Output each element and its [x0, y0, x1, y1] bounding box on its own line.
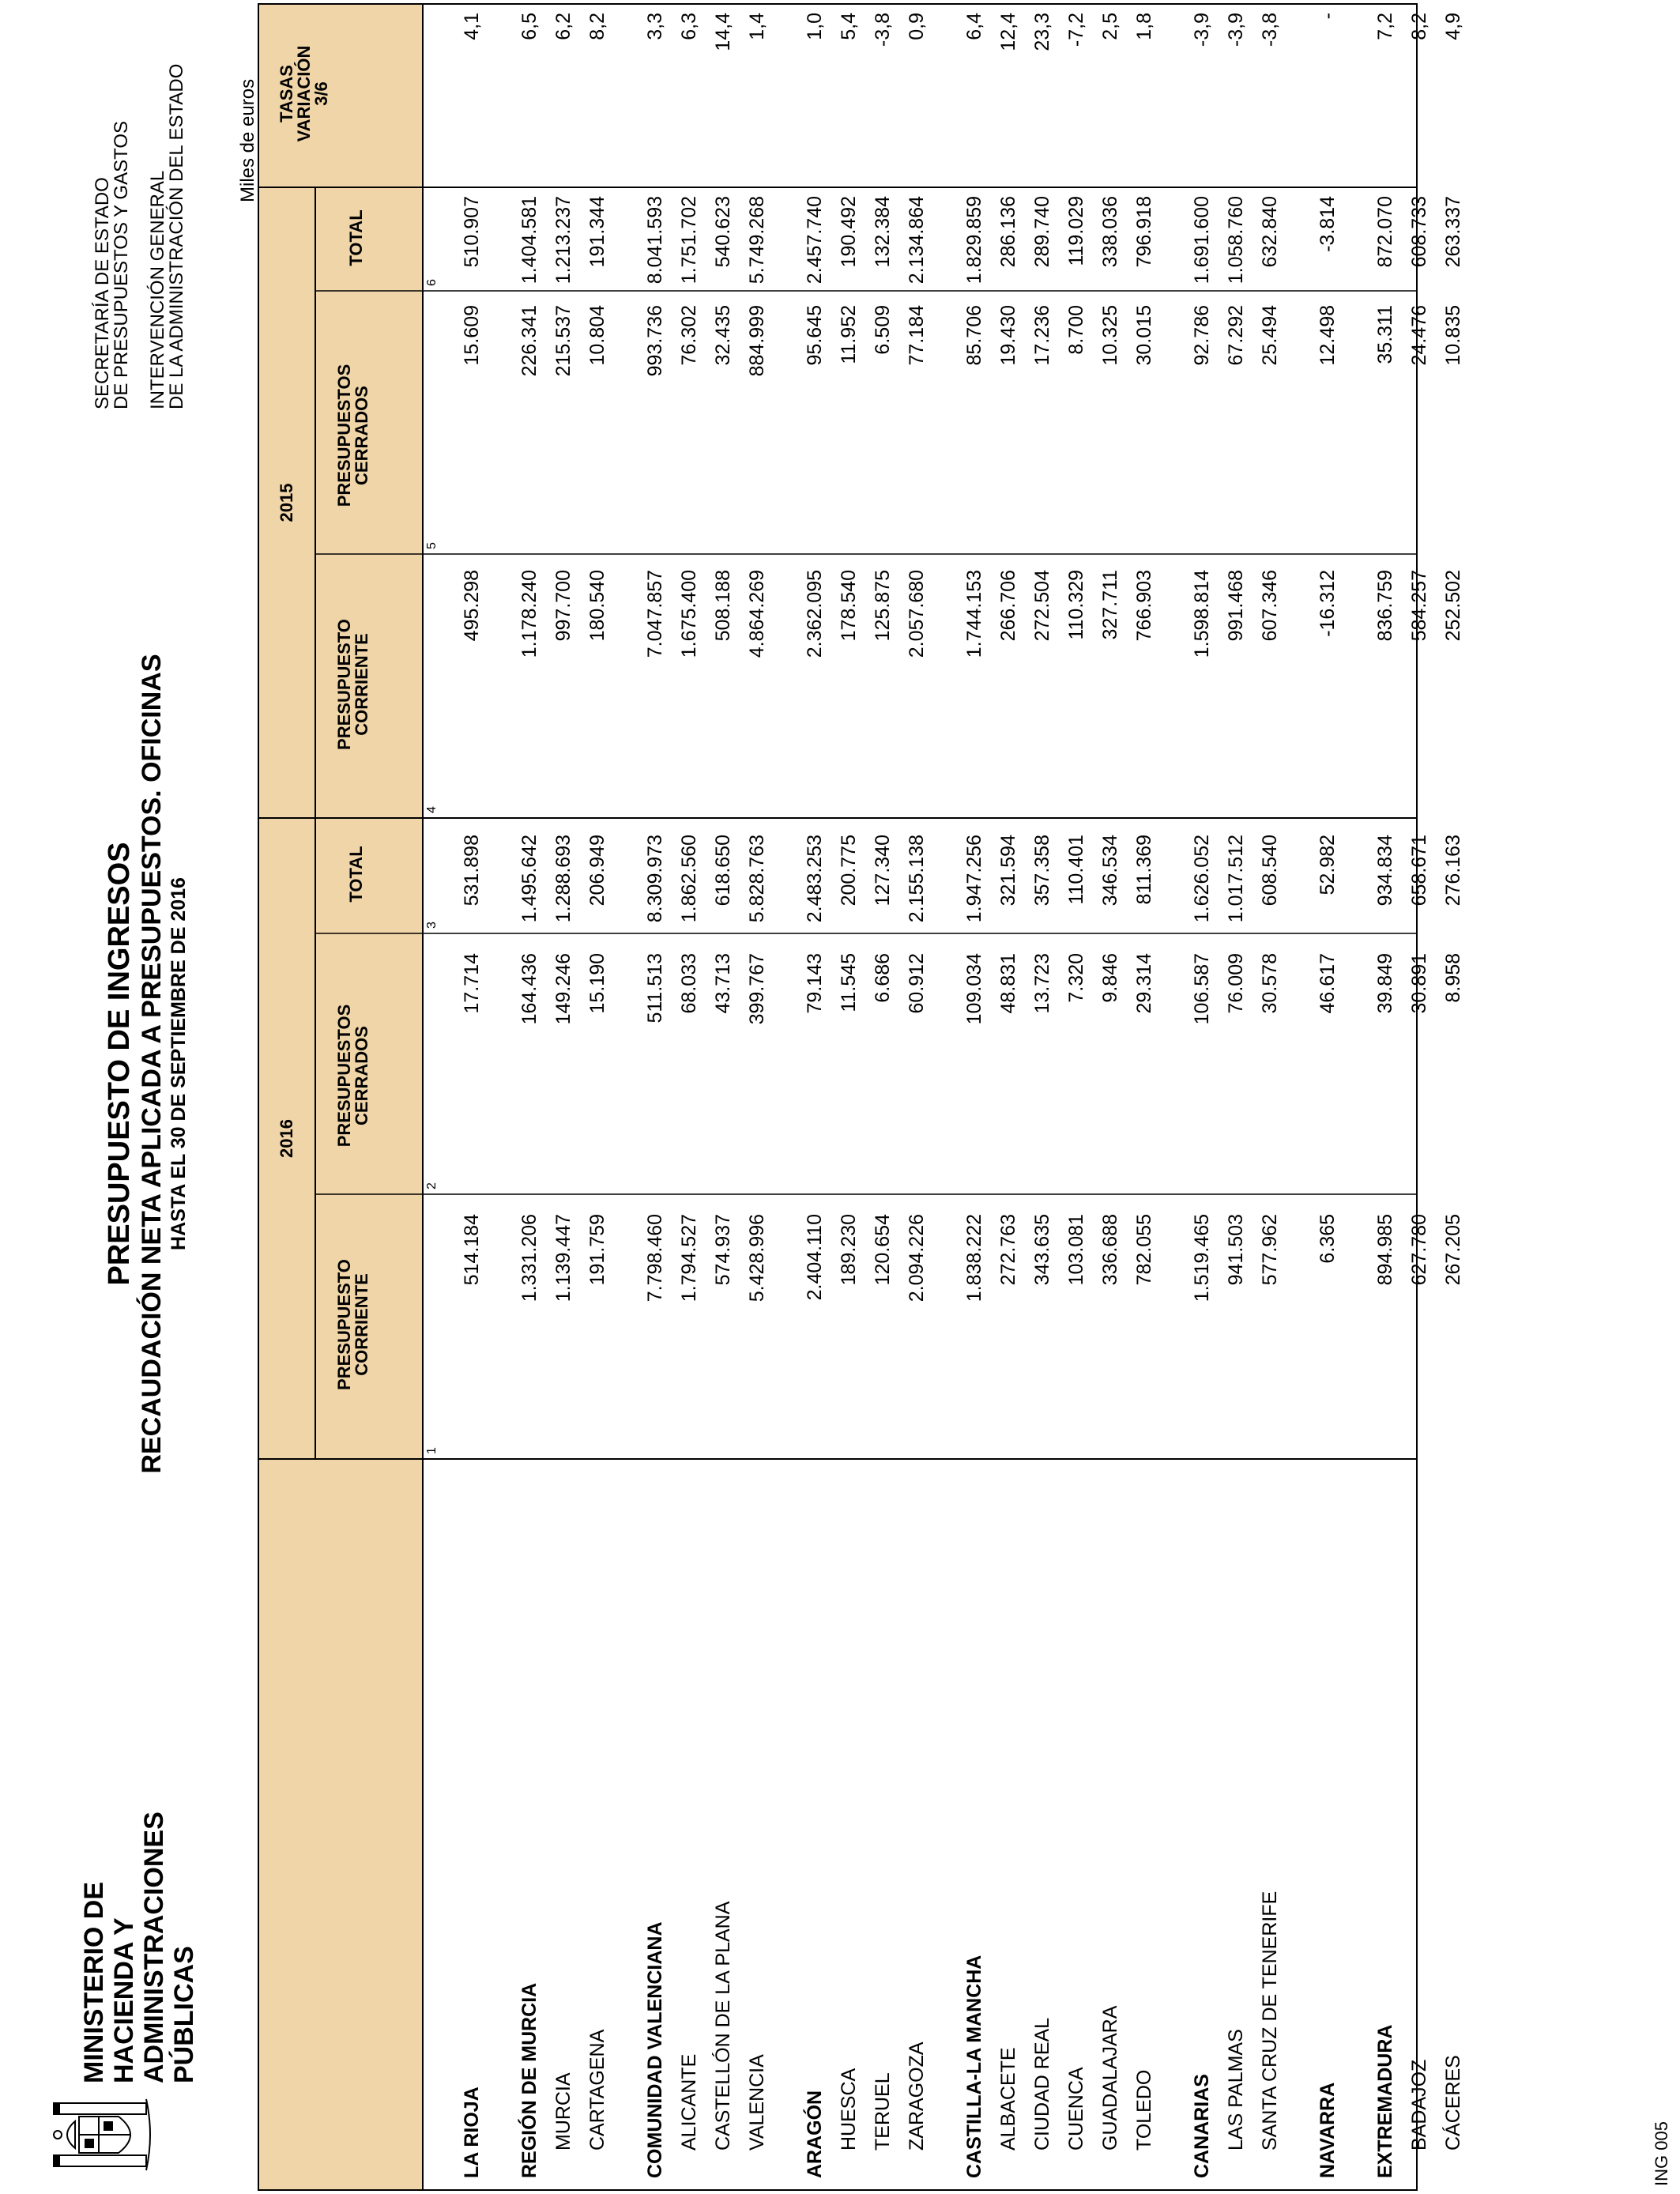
table-row: [518, 0, 552, 2194]
table-row: [1408, 0, 1442, 2194]
table-cell: 32.435: [712, 305, 734, 366]
table-cell: 29.314: [1133, 953, 1155, 1014]
table-cell: 510.907: [461, 196, 483, 268]
table-cell: 6.365: [1317, 1214, 1339, 1264]
table-cell: 531.898: [461, 835, 483, 907]
region-label: COMUNIDAD VALENCIANA: [644, 1921, 666, 2178]
office-label: CASTELLÓN DE LA PLANA: [712, 1901, 734, 2151]
table-cell: 266.706: [997, 570, 1019, 642]
table-cell: 6,2: [552, 13, 574, 40]
table-cell: 343.635: [1031, 1214, 1053, 1286]
table-cell: 1.862.560: [678, 835, 700, 923]
table-cell: 103.081: [1065, 1214, 1087, 1286]
table-cell: 4,1: [461, 13, 483, 40]
table-cell: 6,3: [678, 13, 700, 40]
table-cell: 2.134.864: [906, 196, 928, 285]
region-label: REGIÓN DE MURCIA: [518, 1982, 541, 2178]
table-cell: 2.155.138: [906, 835, 928, 923]
table-cell: 7.798.460: [644, 1214, 666, 1302]
table-cell: 836.759: [1374, 570, 1396, 642]
table-cell: 7.047.857: [644, 570, 666, 658]
table-cell: 2.404.110: [804, 1214, 826, 1301]
table-cell: 3,3: [644, 13, 666, 40]
col-header-cerrados-2015: PRESUPUESTOS CERRADOS: [334, 364, 371, 507]
table-cell: 12.498: [1317, 305, 1339, 366]
table-cell: 991.468: [1225, 570, 1247, 642]
table-cell: 52.982: [1317, 835, 1339, 895]
table-cell: 1.404.581: [518, 196, 541, 285]
col-number: 1: [425, 1447, 439, 1454]
table-cell: 189.230: [838, 1214, 860, 1286]
table-cell: 8.958: [1442, 953, 1464, 1003]
table-cell: 327.711: [1099, 570, 1121, 640]
table-cell: 1.519.465: [1191, 1214, 1213, 1302]
table-cell: 7.320: [1065, 953, 1087, 1003]
table-cell: 1,0: [804, 13, 826, 40]
table-cell: 941.503: [1225, 1214, 1247, 1286]
col-number: 2: [425, 1182, 439, 1189]
table-cell: 0,9: [906, 13, 928, 40]
col-number: 3: [425, 922, 439, 929]
table-cell: 263.337: [1442, 196, 1464, 268]
col-header-corriente-2015: PRESUPUESTO CORRIENTE: [334, 619, 371, 750]
table-cell: 92.786: [1191, 305, 1213, 366]
table-row: [997, 0, 1031, 2194]
office-label: CUENCA: [1065, 2067, 1087, 2151]
table-cell: 8,2: [586, 13, 608, 40]
table-cell: -3,8: [872, 13, 894, 47]
region-label: NAVARRA: [1317, 2082, 1339, 2178]
table-cell: 1.178.240: [518, 570, 541, 658]
table-cell: 149.246: [552, 953, 574, 1025]
table-cell: -3.814: [1317, 196, 1339, 252]
table-cell: 5,4: [838, 13, 860, 40]
table-cell: 35.311: [1374, 305, 1396, 364]
table-cell: 1.495.642: [518, 835, 541, 923]
table-cell: 48.831: [997, 953, 1019, 1014]
table-cell: 607.346: [1259, 570, 1281, 642]
table-row: [644, 0, 678, 2194]
office-label: GUADALAJARA: [1099, 2005, 1121, 2151]
table-cell: 30.015: [1133, 305, 1155, 366]
table-cell: 508.188: [712, 570, 734, 642]
year-2016-header: 2016: [277, 1119, 296, 1158]
table-cell: 346.534: [1099, 835, 1121, 907]
office-label: VALENCIA: [746, 2054, 768, 2151]
table-cell: 110.401: [1065, 835, 1087, 905]
table-cell: 5.428.996: [746, 1214, 768, 1302]
table-cell: 8,2: [1408, 13, 1430, 40]
office-label: CÁCERES: [1442, 2055, 1464, 2151]
col-header-total-2016: TOTAL: [346, 846, 366, 903]
table-row: [712, 0, 746, 2194]
table-row: [746, 0, 780, 2194]
table-cell: 190.492: [838, 196, 860, 268]
table-cell: 766.903: [1133, 570, 1155, 642]
table-cell: 1,8: [1133, 13, 1155, 40]
table-cell: 632.840: [1259, 196, 1281, 268]
table-row: [906, 0, 940, 2194]
table-cell: 618.650: [712, 835, 734, 907]
table-cell: 23,3: [1031, 13, 1053, 51]
intervencion-line: DE LA ADMINISTRACIÓN DEL ESTADO: [166, 63, 187, 409]
office-label: BADAJOZ: [1408, 2059, 1430, 2151]
table-cell: 1.947.256: [963, 835, 985, 923]
table-cell: 206.949: [586, 835, 608, 907]
table-cell: 67.292: [1225, 305, 1247, 366]
region-label: LA RIOJA: [461, 2087, 483, 2178]
table-cell: 226.341: [518, 305, 541, 377]
table-cell: 993.736: [644, 305, 666, 377]
table-cell: 252.502: [1442, 570, 1464, 642]
report-subtitle: RECAUDACIÓN NETA APLICADA A PRESUPUESTOS. OFICINAS: [137, 654, 167, 1474]
table-cell: 76.009: [1225, 953, 1247, 1014]
table-cell: 215.537: [552, 305, 574, 377]
table-cell: 658.671: [1408, 835, 1430, 907]
table-cell: 43.713: [712, 953, 734, 1014]
table-cell: 6,5: [518, 13, 541, 40]
table-cell: 286.136: [997, 196, 1019, 268]
table-cell: 85.706: [963, 305, 985, 366]
table-cell: 14,4: [712, 13, 734, 51]
table-cell: 60.912: [906, 953, 928, 1014]
col-number: 6: [425, 279, 439, 286]
table-cell: 574.937: [712, 1214, 734, 1286]
col-header-cerrados-2016: PRESUPUESTOS CERRADOS: [334, 1004, 371, 1148]
table-cell: 357.358: [1031, 835, 1053, 907]
table-cell: 2,5: [1099, 13, 1121, 40]
table-cell: 95.645: [804, 305, 826, 366]
ministry-line: MINISTERIO DE: [79, 1881, 109, 2083]
table-row: [461, 0, 495, 2194]
table-row: [552, 0, 586, 2194]
region-label: CANARIAS: [1191, 2074, 1213, 2178]
table-cell: 627.780: [1408, 1214, 1430, 1286]
table-row: [1225, 0, 1259, 2194]
table-cell: 13.723: [1031, 953, 1053, 1014]
table-cell: 511.513: [644, 953, 666, 1023]
table-row: [678, 0, 712, 2194]
table-cell: 11.545: [838, 953, 860, 1012]
table-cell: 200.775: [838, 835, 860, 907]
table-cell: 289.740: [1031, 196, 1053, 268]
table-cell: 272.504: [1031, 570, 1053, 642]
table-cell: 25.494: [1259, 305, 1281, 366]
table-cell: -3,9: [1225, 13, 1247, 47]
table-cell: 338.036: [1099, 196, 1121, 268]
table-cell: 577.962: [1259, 1214, 1281, 1286]
table-cell: 1,4: [746, 13, 768, 40]
office-label: CIUDAD REAL: [1031, 2017, 1053, 2151]
table-cell: 1.691.600: [1191, 196, 1213, 285]
table-cell: 2.457.740: [804, 196, 826, 285]
table-cell: -3,8: [1259, 13, 1281, 47]
tasas-line: 3/6: [311, 81, 331, 106]
table-row: [1099, 0, 1133, 2194]
region-label: CASTILLA-LA MANCHA: [963, 1955, 985, 2178]
tasas-line: TASAS: [277, 65, 296, 123]
table-cell: 191.759: [586, 1214, 608, 1286]
table-cell: 2.057.680: [906, 570, 928, 658]
table-cell: 6.686: [872, 953, 894, 1003]
table-row: [1133, 0, 1167, 2194]
table-cell: 782.055: [1133, 1214, 1155, 1286]
table-cell: 1.744.153: [963, 570, 985, 658]
table-cell: -: [1317, 13, 1339, 20]
units-label: Miles de euros: [237, 78, 258, 202]
table-cell: 514.184: [461, 1214, 483, 1286]
table-cell: 10.325: [1099, 305, 1121, 366]
table-cell: -16.312: [1317, 570, 1339, 637]
secretaria-line: SECRETARÍA DE ESTADO: [92, 177, 113, 409]
table-row: [963, 0, 997, 2194]
office-label: ALBACETE: [997, 2047, 1019, 2151]
table-row: [804, 0, 838, 2194]
col-header-corriente-2016: PRESUPUESTO CORRIENTE: [334, 1259, 371, 1390]
table-cell: 584.257: [1408, 570, 1430, 642]
office-label: MURCIA: [552, 2072, 574, 2151]
table-row: [1259, 0, 1293, 2194]
table-cell: 2.362.095: [804, 570, 826, 658]
table-cell: 15.609: [461, 305, 483, 366]
table-cell: 12,4: [997, 13, 1019, 51]
table-cell: 495.298: [461, 570, 483, 642]
table-cell: 796.918: [1133, 196, 1155, 268]
table-cell: 8.041.593: [644, 196, 666, 285]
table-cell: 106.587: [1191, 953, 1213, 1025]
table-row: [1317, 0, 1350, 2194]
table-cell: 120.654: [872, 1214, 894, 1286]
table-cell: 8.309.973: [644, 835, 666, 923]
table-cell: 321.594: [997, 835, 1019, 907]
table-cell: 1.829.859: [963, 196, 985, 285]
table-cell: 608.733: [1408, 196, 1430, 268]
table-cell: 10.835: [1442, 305, 1464, 366]
table-cell: 336.688: [1099, 1214, 1121, 1286]
table-cell: 2.483.253: [804, 835, 826, 923]
table-row: [1191, 0, 1225, 2194]
table-cell: 10.804: [586, 305, 608, 366]
table-cell: 30.578: [1259, 953, 1281, 1014]
table-cell: 997.700: [552, 570, 574, 642]
footer-code: ING 005: [1652, 2121, 1671, 2186]
office-label: SANTA CRUZ DE TENERIFE: [1259, 1891, 1281, 2151]
table-cell: 24.476: [1408, 305, 1430, 366]
table-cell: 608.540: [1259, 835, 1281, 907]
table-cell: 276.163: [1442, 835, 1464, 907]
table-cell: 77.184: [906, 305, 928, 366]
table-cell: 540.623: [712, 196, 734, 268]
office-label: TERUEL: [872, 2072, 894, 2151]
table-cell: 272.763: [997, 1214, 1019, 1286]
table-cell: 2.094.226: [906, 1214, 928, 1302]
table-cell: 30.891: [1408, 953, 1430, 1014]
year-2015-header: 2015: [277, 483, 296, 522]
table-cell: 1.626.052: [1191, 835, 1213, 923]
table-cell: 110.329: [1065, 570, 1087, 640]
report-title: PRESUPUESTO DE INGRESOS: [103, 842, 136, 1286]
table-cell: 1.017.512: [1225, 835, 1247, 923]
col-number: 4: [425, 806, 439, 813]
table-cell: 76.302: [678, 305, 700, 366]
table-cell: 6,4: [963, 13, 985, 40]
table-row: [1065, 0, 1099, 2194]
office-label: ZARAGOZA: [906, 2041, 928, 2151]
table-cell: 4.864.269: [746, 570, 768, 658]
table-cell: 1.058.760: [1225, 196, 1247, 285]
table-cell: 7,2: [1374, 13, 1396, 40]
table-cell: 399.767: [746, 953, 768, 1025]
table-cell: 164.436: [518, 953, 541, 1025]
ministry-line: ADMINISTRACIONES: [139, 1811, 169, 2083]
table-cell: 17.714: [461, 953, 483, 1014]
table-cell: 119.029: [1065, 196, 1087, 266]
table-cell: 11.952: [838, 305, 860, 364]
ministry-line: PÚBLICAS: [169, 1946, 199, 2083]
table-cell: 1.675.400: [678, 570, 700, 658]
table-cell: -3,9: [1191, 13, 1213, 47]
table-cell: 109.034: [963, 953, 985, 1025]
table-cell: 934.834: [1374, 835, 1396, 907]
office-label: HUESCA: [838, 2068, 860, 2151]
office-label: TOLEDO: [1133, 2069, 1155, 2151]
table-cell: 1.794.527: [678, 1214, 700, 1302]
table-cell: 4,9: [1442, 13, 1464, 40]
table-cell: 1.213.237: [552, 196, 574, 285]
table-cell: 19.430: [997, 305, 1019, 366]
table-row: [1031, 0, 1065, 2194]
table-cell: 46.617: [1317, 953, 1339, 1014]
table-cell: 191.344: [586, 196, 608, 268]
table-cell: 15.190: [586, 953, 608, 1014]
table-cell: 1.838.222: [963, 1214, 985, 1302]
table-cell: 68.033: [678, 953, 700, 1014]
table-cell: 872.070: [1374, 196, 1396, 268]
tasas-line: VARIACIÓN: [294, 45, 314, 142]
table-cell: -7,2: [1065, 13, 1087, 47]
table-row: [872, 0, 906, 2194]
table-cell: 39.849: [1374, 953, 1396, 1014]
table-cell: 125.875: [872, 570, 894, 642]
intervencion-line: INTERVENCIÓN GENERAL: [147, 170, 168, 409]
table-row: [838, 0, 872, 2194]
table-cell: 178.540: [838, 570, 860, 642]
table-row: [586, 0, 620, 2194]
col-header-total-2015: TOTAL: [346, 209, 366, 266]
table-cell: 79.143: [804, 953, 826, 1014]
table-cell: 127.340: [872, 835, 894, 907]
table-cell: 1.331.206: [518, 1214, 541, 1302]
report-date: HASTA EL 30 DE SEPTIEMBRE DE 2016: [168, 877, 190, 1250]
col-number: 5: [425, 542, 439, 549]
table-row: [1374, 0, 1408, 2194]
table-cell: 1.751.702: [678, 196, 700, 285]
table-cell: 267.205: [1442, 1214, 1464, 1286]
table-cell: 9.846: [1099, 953, 1121, 1003]
office-label: ALICANTE: [678, 2053, 700, 2151]
region-label: EXTREMADURA: [1374, 2024, 1396, 2178]
table-cell: 1.288.693: [552, 835, 574, 923]
office-label: CARTAGENA: [586, 2029, 608, 2151]
table-cell: 17.236: [1031, 305, 1053, 366]
table-cell: 5.828.763: [746, 835, 768, 923]
table-cell: 5.749.268: [746, 196, 768, 285]
table-cell: 180.540: [586, 570, 608, 642]
table-cell: 6.509: [872, 305, 894, 355]
table-cell: 894.985: [1374, 1214, 1396, 1286]
table-cell: 1.598.814: [1191, 570, 1213, 658]
secretaria-line: DE PRESUPUESTOS Y GASTOS: [111, 120, 132, 409]
table-cell: 884.999: [746, 305, 768, 377]
table-cell: 1.139.447: [552, 1214, 574, 1302]
table-cell: 811.369: [1133, 835, 1155, 905]
table-row: [1442, 0, 1476, 2194]
table-cell: 8.700: [1065, 305, 1087, 355]
office-label: LAS PALMAS: [1225, 2029, 1247, 2151]
region-label: ARAGÓN: [804, 2090, 826, 2178]
table-cell: 132.384: [872, 196, 894, 268]
ministry-line: HACIENDA Y: [109, 1917, 139, 2083]
